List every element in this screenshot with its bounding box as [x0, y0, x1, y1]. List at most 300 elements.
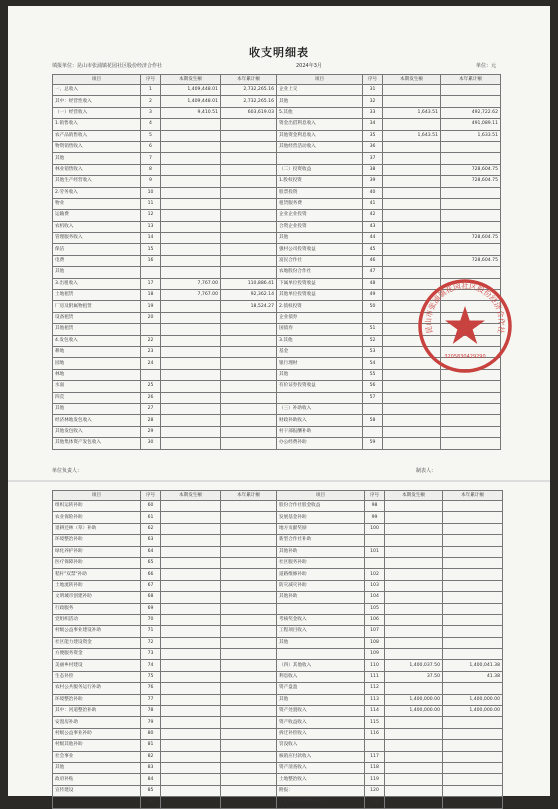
- amount-cell: [161, 369, 221, 380]
- item-cell: 其他补助: [277, 592, 365, 603]
- table-row: [53, 119, 501, 130]
- seq-cell: 115: [365, 717, 385, 728]
- seq-cell: 44: [363, 233, 383, 244]
- item-cell: 其中：河道整治补助: [53, 706, 141, 717]
- amount-cell: [161, 762, 221, 773]
- amount-cell: [161, 324, 221, 335]
- amount-cell: [161, 176, 221, 187]
- item-cell: 文明城市创建补助: [53, 592, 141, 603]
- seq-cell: [363, 312, 383, 323]
- amount-cell: 1,643.51: [383, 107, 441, 118]
- seq-cell: 65: [141, 557, 161, 568]
- amount-cell: [383, 119, 441, 130]
- amount-cell: [443, 683, 503, 694]
- column-header: 序号: [365, 491, 385, 501]
- seq-cell: 72: [141, 637, 161, 648]
- item-cell: 资金出借利息收入: [277, 119, 363, 130]
- item-cell: 设备租赁: [53, 312, 141, 323]
- seq-cell: 112: [365, 683, 385, 694]
- item-cell: 其他: [277, 369, 363, 380]
- item-cell: 其他: [277, 694, 365, 705]
- amount-cell: 9,410.51: [161, 107, 221, 118]
- item-cell: 强村公司投资收益: [277, 244, 363, 255]
- table-header-row: [53, 491, 503, 501]
- item-cell: 其他: [277, 637, 365, 648]
- item-cell: 工程项目收入: [277, 626, 365, 637]
- seq-cell: 17: [141, 278, 161, 289]
- amount-cell: [383, 233, 441, 244]
- item-cell: 资产处置收入: [277, 706, 365, 717]
- amount-cell: [441, 426, 501, 437]
- amount-cell: [221, 546, 277, 557]
- item-cell: [277, 649, 365, 660]
- amount-cell: [221, 369, 277, 380]
- amount-cell: [383, 381, 441, 392]
- seq-cell: 51: [363, 324, 383, 335]
- item-cell: 2.债权投资: [277, 301, 363, 312]
- seq-cell: 12: [141, 210, 161, 221]
- seq-cell: 52: [363, 335, 383, 346]
- amount-cell: [441, 198, 501, 209]
- amount-cell: [221, 523, 277, 534]
- amount-cell: 7,767.00: [161, 290, 221, 301]
- amount-cell: [441, 438, 501, 449]
- amount-cell: 7,767.00: [161, 278, 221, 289]
- amount-cell: [441, 187, 501, 198]
- amount-cell: 492,722.62: [441, 107, 501, 118]
- amount-cell: 92,362.14: [221, 290, 277, 301]
- amount-cell: 1,400,000.00: [443, 694, 503, 705]
- table-row: [53, 153, 501, 164]
- amount-cell: [221, 119, 277, 130]
- amount-cell: [221, 381, 277, 392]
- item-cell: 发展基金补助: [277, 512, 365, 523]
- amount-cell: [161, 210, 221, 221]
- amount-cell: 1,633.51: [441, 130, 501, 141]
- item-cell: 5.其他: [277, 107, 363, 118]
- seq-cell: 33: [363, 107, 383, 118]
- item-cell: 其他单位投资收益: [277, 290, 363, 301]
- amount-cell: 728,604.75: [441, 164, 501, 175]
- amount-cell: [161, 312, 221, 323]
- item-cell: 村级公益事业补助: [53, 728, 141, 739]
- amount-cell: [443, 762, 503, 773]
- table-row: [53, 728, 503, 739]
- amount-cell: [221, 512, 277, 523]
- amount-cell: [221, 267, 277, 278]
- seq-cell: 99: [365, 512, 385, 523]
- amount-cell: [383, 415, 441, 426]
- table-row: [53, 774, 503, 785]
- amount-cell: [383, 153, 441, 164]
- amount-cell: 1,400,000.00: [385, 694, 443, 705]
- seq-cell: 10: [141, 187, 161, 198]
- item-cell: 农机收入: [53, 221, 141, 232]
- item-cell: 其他: [53, 403, 141, 414]
- seq-cell: 67: [141, 580, 161, 591]
- item-cell: 财政补助收入: [277, 415, 363, 426]
- table-row: [53, 785, 503, 796]
- amount-cell: [383, 210, 441, 221]
- amount-cell: [221, 557, 277, 568]
- amount-cell: [161, 358, 221, 369]
- amount-cell: [161, 728, 221, 739]
- amount-cell: [443, 592, 503, 603]
- amount-cell: [385, 592, 443, 603]
- amount-cell: [383, 164, 441, 175]
- amount-cell: [221, 728, 277, 739]
- amount-cell: [221, 392, 277, 403]
- amount-cell: [443, 546, 503, 557]
- item-cell: 经济林地发包收入: [53, 415, 141, 426]
- amount-cell: [161, 244, 221, 255]
- item-cell: 宣传建设: [53, 785, 141, 796]
- seq-cell: 28: [141, 415, 161, 426]
- footer-preparer: 制表人：: [416, 468, 437, 474]
- seq-cell: 79: [141, 717, 161, 728]
- item-cell: 生态补偿: [53, 671, 141, 682]
- item-cell: 政府补贴: [53, 774, 141, 785]
- seq-cell: 22: [141, 335, 161, 346]
- item-cell: 资产清查收入: [277, 762, 365, 773]
- column-header: 项目: [53, 75, 141, 85]
- item-cell: 四荒: [53, 392, 141, 403]
- amount-cell: [441, 85, 501, 96]
- amount-cell: [161, 233, 221, 244]
- item-cell: 土地整治收入: [277, 774, 365, 785]
- seq-cell: 53: [363, 346, 383, 357]
- seq-cell: [141, 267, 161, 278]
- amount-cell: [161, 130, 221, 141]
- amount-cell: [385, 512, 443, 523]
- item-cell: 一、总收入: [53, 85, 141, 96]
- amount-cell: [161, 255, 221, 266]
- seq-cell: 77: [141, 694, 161, 705]
- item-cell: 农业保险补助: [53, 512, 141, 523]
- amount-cell: [443, 501, 503, 512]
- column-header: 项目: [53, 491, 141, 501]
- amount-cell: [161, 164, 221, 175]
- amount-cell: [161, 535, 221, 546]
- item-cell: 电费: [53, 255, 141, 266]
- amount-cell: 491,089.11: [441, 119, 501, 130]
- seq-cell: 59: [363, 438, 383, 449]
- table-row: [53, 762, 503, 773]
- seq-cell: 9: [141, 176, 161, 187]
- item-cell: 林地: [53, 369, 141, 380]
- item-cell: 其他租赁: [53, 324, 141, 335]
- item-cell: 企业上交: [277, 85, 363, 96]
- amount-cell: [221, 626, 277, 637]
- official-seal: [415, 276, 515, 376]
- amount-cell: [221, 438, 277, 449]
- amount-cell: [383, 255, 441, 266]
- amount-cell: 1,409,448.01: [161, 85, 221, 96]
- amount-cell: [443, 740, 503, 751]
- table-row: [53, 557, 503, 568]
- seq-cell: 30: [141, 438, 161, 449]
- table-row: [53, 233, 501, 244]
- seq-cell: 5: [141, 130, 161, 141]
- seq-cell: 45: [363, 244, 383, 255]
- item-cell: 办公经费补助: [277, 438, 363, 449]
- amount-cell: [221, 255, 277, 266]
- amount-cell: [221, 221, 277, 232]
- amount-cell: 41.38: [443, 671, 503, 682]
- item-cell: 其他经营活动收入: [277, 141, 363, 152]
- seq-cell: 119: [365, 774, 385, 785]
- table-row: [53, 671, 503, 682]
- seq-cell: 1: [141, 85, 161, 96]
- item-cell: 基金: [277, 346, 363, 357]
- item-cell: 运输费: [53, 210, 141, 221]
- seq-cell: 39: [363, 176, 383, 187]
- amount-cell: [161, 392, 221, 403]
- table-row: [53, 210, 501, 221]
- amount-cell: [441, 415, 501, 426]
- item-cell: （三）补助收入: [277, 403, 363, 414]
- item-cell: 防灾减灾补助: [277, 580, 365, 591]
- amount-cell: [161, 141, 221, 152]
- item-cell: 方便服务资金: [53, 649, 141, 660]
- amount-cell: [385, 637, 443, 648]
- amount-cell: [443, 603, 503, 614]
- column-header: 本年累计额: [441, 75, 501, 85]
- item-cell: 企业企业投资: [277, 210, 363, 221]
- amount-cell: [385, 580, 443, 591]
- item-cell: 管理服务收入: [53, 233, 141, 244]
- seq-cell: 34: [363, 119, 383, 130]
- item-cell: [277, 603, 365, 614]
- item-cell: 其他补助: [277, 546, 365, 557]
- seq-cell: 13: [141, 221, 161, 232]
- table-row: [53, 107, 501, 118]
- item-cell: 拆迁补偿收入: [277, 728, 365, 739]
- amount-cell: [161, 706, 221, 717]
- amount-cell: [161, 683, 221, 694]
- amount-cell: [221, 785, 277, 796]
- amount-cell: [221, 694, 277, 705]
- amount-cell: [161, 267, 221, 278]
- table-row: [53, 187, 501, 198]
- amount-cell: [385, 797, 443, 808]
- amount-cell: [443, 569, 503, 580]
- amount-cell: [161, 569, 221, 580]
- seq-cell: 69: [141, 603, 161, 614]
- item-cell: 物资销售收入: [53, 141, 141, 152]
- amount-cell: [161, 797, 221, 808]
- seq-cell: 15: [141, 244, 161, 255]
- column-header: 本年累计额: [221, 491, 277, 501]
- amount-cell: 603,619.03: [221, 107, 277, 118]
- amount-cell: [441, 141, 501, 152]
- amount-cell: [383, 85, 441, 96]
- item-cell: 秸秆"双禁"补助: [53, 569, 141, 580]
- seq-cell: 63: [141, 535, 161, 546]
- amount-cell: [221, 683, 277, 694]
- page-fold: [8, 480, 550, 482]
- seq-cell: 107: [365, 626, 385, 637]
- seq-cell: 81: [141, 740, 161, 751]
- seq-cell: 24: [141, 358, 161, 369]
- seq-cell: 100: [365, 523, 385, 534]
- seal-star: [445, 306, 485, 344]
- amount-cell: [383, 176, 441, 187]
- amount-cell: [383, 187, 441, 198]
- table-row: [53, 683, 503, 694]
- amount-cell: [221, 671, 277, 682]
- table-row: [53, 740, 503, 751]
- seq-cell: 66: [141, 569, 161, 580]
- amount-cell: [161, 751, 221, 762]
- seq-cell: 56: [363, 381, 383, 392]
- table-row: [53, 523, 503, 534]
- item-cell: 土地租赁: [53, 290, 141, 301]
- seq-cell: 37: [363, 153, 383, 164]
- item-cell: 社区能力建设资金: [53, 637, 141, 648]
- seq-cell: 78: [141, 706, 161, 717]
- seq-cell: 114: [365, 706, 385, 717]
- item-cell: 其中：经营性收入: [53, 96, 141, 107]
- table-row: [53, 501, 503, 512]
- column-header: 序号: [141, 75, 161, 85]
- seal-code: 3205830429290: [444, 354, 486, 360]
- item-cell: 绿化养护补助: [53, 546, 141, 557]
- amount-cell: [383, 198, 441, 209]
- item-cell: [277, 153, 363, 164]
- seq-cell: 84: [141, 774, 161, 785]
- seq-cell: 4: [141, 119, 161, 130]
- table-row: [53, 580, 503, 591]
- amount-cell: [161, 153, 221, 164]
- amount-cell: [221, 637, 277, 648]
- seq-cell: 18: [141, 290, 161, 301]
- item-cell: 其他发包收入: [53, 426, 141, 437]
- amount-cell: [383, 141, 441, 152]
- item-cell: 资产收益收入: [277, 717, 365, 728]
- seq-cell: 76: [141, 683, 161, 694]
- table-row: [53, 546, 503, 557]
- item-cell: 农村公共服务运行补助: [53, 683, 141, 694]
- seq-cell: 105: [365, 603, 385, 614]
- seq-cell: 113: [365, 694, 385, 705]
- amount-cell: 18,524.27: [221, 301, 277, 312]
- column-header: 本期发生额: [161, 75, 221, 85]
- table-row: [53, 438, 501, 449]
- amount-cell: [221, 244, 277, 255]
- amount-cell: 37.50: [385, 671, 443, 682]
- amount-cell: [385, 501, 443, 512]
- seq-cell: 43: [363, 221, 383, 232]
- table-row: [53, 198, 501, 209]
- amount-cell: [161, 603, 221, 614]
- item-cell: 环境整治补助: [53, 535, 141, 546]
- amount-cell: [161, 592, 221, 603]
- seq-cell: 60: [141, 501, 161, 512]
- seq-cell: 118: [365, 762, 385, 773]
- seq-cell: 102: [365, 569, 385, 580]
- seq-cell: 57: [363, 392, 383, 403]
- amount-cell: [221, 403, 277, 414]
- amount-cell: [221, 580, 277, 591]
- amount-cell: [221, 426, 277, 437]
- item-cell: 利息收入: [277, 671, 365, 682]
- table-row: [53, 569, 503, 580]
- seq-cell: 48: [363, 278, 383, 289]
- table-row: [53, 592, 503, 603]
- amount-cell: [385, 785, 443, 796]
- table-row: [53, 717, 503, 728]
- table-row: [53, 512, 503, 523]
- amount-cell: 1,400,037.50: [385, 660, 443, 671]
- amount-cell: [161, 626, 221, 637]
- seq-cell: 98: [365, 501, 385, 512]
- seq-cell: 108: [365, 637, 385, 648]
- table-header-row: [53, 75, 501, 85]
- table-row: [53, 403, 501, 414]
- item-cell: [53, 797, 141, 808]
- seq-cell: 55: [363, 369, 383, 380]
- seq-cell: 110: [365, 660, 385, 671]
- seq-cell: [365, 535, 385, 546]
- item-cell: 党组织活动: [53, 614, 141, 625]
- income-table-top: [52, 74, 501, 450]
- table-row: [53, 751, 503, 762]
- amount-cell: [161, 438, 221, 449]
- amount-cell: [161, 198, 221, 209]
- amount-cell: [385, 557, 443, 568]
- amount-cell: [221, 569, 277, 580]
- amount-cell: [441, 392, 501, 403]
- amount-cell: [221, 797, 277, 808]
- amount-cell: 2,732,265.16: [221, 85, 277, 96]
- amount-cell: [161, 785, 221, 796]
- table-row: [53, 694, 503, 705]
- seal-text: 昆山市张浦镇花园社区股份经济合作社: [423, 281, 507, 335]
- item-cell: 其他: [277, 96, 363, 107]
- amount-cell: [161, 557, 221, 568]
- amount-cell: [161, 119, 221, 130]
- table-row: [53, 660, 503, 671]
- amount-cell: [221, 717, 277, 728]
- item-cell: 耕地: [53, 346, 141, 357]
- amount-cell: [161, 740, 221, 751]
- item-cell: 3.其他: [277, 335, 363, 346]
- report-period: 2024年3月: [296, 63, 322, 69]
- item-cell: 股票投资: [277, 187, 363, 198]
- amount-cell: [443, 614, 503, 625]
- table-row: [53, 603, 503, 614]
- column-header: 序号: [141, 491, 161, 501]
- table-row: [53, 415, 501, 426]
- amount-cell: [385, 649, 443, 660]
- seq-cell: 16: [141, 255, 161, 266]
- item-cell: 企业债券: [277, 312, 363, 323]
- amount-cell: [221, 415, 277, 426]
- item-cell: 其他: [53, 267, 141, 278]
- seq-cell: 25: [141, 381, 161, 392]
- item-cell: 水面: [53, 381, 141, 392]
- table-row: [53, 637, 503, 648]
- amount-cell: [161, 221, 221, 232]
- seq-cell: 35: [363, 130, 383, 141]
- amount-cell: [383, 96, 441, 107]
- item-cell: 其他: [53, 153, 141, 164]
- table-row: [53, 392, 501, 403]
- seq-cell: [141, 324, 161, 335]
- amount-cell: [441, 221, 501, 232]
- seq-cell: 82: [141, 751, 161, 762]
